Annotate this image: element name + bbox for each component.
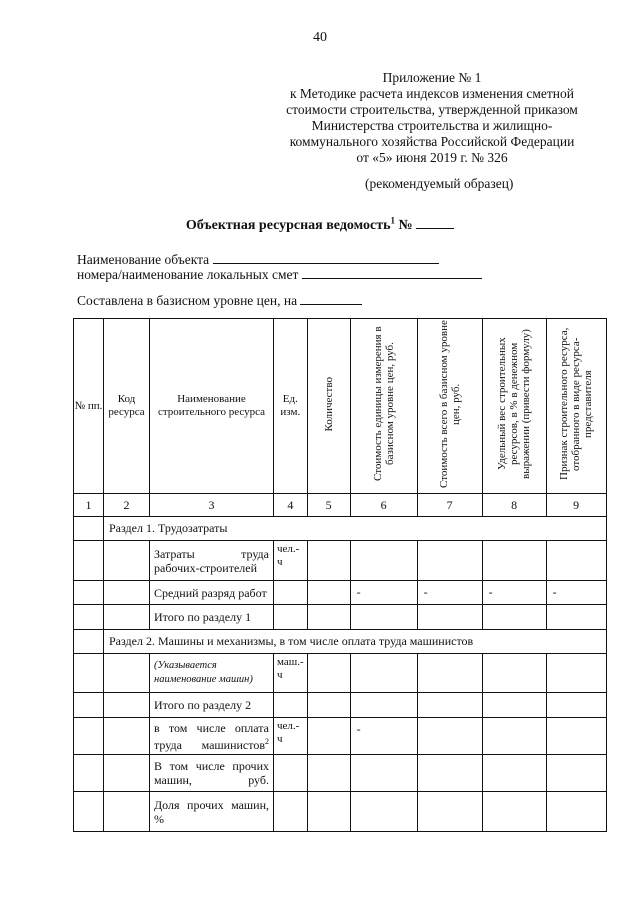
- object-name-label: Наименование объекта: [77, 252, 210, 267]
- page-number: 40: [313, 30, 327, 45]
- appendix-block: [282, 70, 582, 166]
- column-number: 5: [307, 494, 350, 517]
- header-share: Удельный вес строительных ресурсов, в % в денежном выражении (привести формулу): [496, 329, 533, 479]
- column-number: 2: [104, 494, 150, 517]
- table-cell[interactable]: [350, 541, 417, 581]
- table-cell[interactable]: [307, 541, 350, 581]
- table-cell[interactable]: [307, 792, 350, 832]
- table-cell[interactable]: [482, 654, 546, 693]
- labor-unit: чел.-ч: [274, 541, 308, 581]
- header-no: № пп.: [74, 319, 104, 494]
- column-number: 1: [74, 494, 104, 517]
- table-cell[interactable]: [482, 693, 546, 718]
- table-cell[interactable]: [74, 581, 104, 605]
- operators-footnote: 2: [265, 736, 269, 746]
- price-level-field: [77, 291, 362, 309]
- table-cell[interactable]: [417, 693, 482, 718]
- table-cell[interactable]: [74, 541, 104, 581]
- labor-costs-label: Затраты труда рабочих-строителей: [150, 541, 274, 581]
- table-cell[interactable]: [350, 605, 417, 630]
- table-cell[interactable]: [482, 792, 546, 832]
- resource-table: [73, 318, 607, 832]
- table-cell[interactable]: [546, 718, 606, 755]
- header-total-cost-cell: [417, 319, 482, 494]
- table-cell[interactable]: [482, 541, 546, 581]
- price-level-blank[interactable]: [300, 291, 362, 305]
- header-qty-cell: [307, 319, 350, 494]
- table-cell[interactable]: [307, 693, 350, 718]
- table-cell[interactable]: [104, 654, 150, 693]
- appendix-line: Приложение № 1: [382, 70, 482, 85]
- operators-pay-label: в том числе оплата труда машинистов: [154, 720, 269, 752]
- header-unit-cost-cell: [350, 319, 417, 494]
- local-estimates-label: номера/наименование локальных смет: [77, 267, 299, 282]
- table-cell[interactable]: [546, 755, 606, 792]
- operators-pay-cell: [150, 718, 274, 755]
- header-total-cost: Стоимость всего в базисном уровне цен, руб.: [437, 320, 462, 488]
- table-cell[interactable]: [74, 605, 104, 630]
- table-cell[interactable]: [74, 718, 104, 755]
- other-machines-share-label: Доля прочих машин, %: [150, 792, 274, 832]
- table-cell[interactable]: [74, 630, 104, 654]
- table-cell[interactable]: [307, 718, 350, 755]
- table-cell[interactable]: [350, 755, 417, 792]
- header-attribute: Признак строительного ресурса, отобранного в виде ресурса-представителя: [558, 327, 595, 481]
- table-row: [74, 693, 607, 718]
- title-suffix: №: [395, 218, 413, 233]
- table-row: [74, 605, 607, 630]
- table-row: [74, 654, 607, 693]
- column-number: 9: [546, 494, 606, 517]
- header-code: Код ресурса: [104, 319, 150, 494]
- table-cell[interactable]: [417, 755, 482, 792]
- title-text: Объектная ресурсная ведомость: [185, 218, 391, 233]
- table-cell[interactable]: [104, 605, 150, 630]
- table-row: [74, 581, 607, 605]
- table-cell[interactable]: [104, 755, 150, 792]
- table-cell[interactable]: [350, 693, 417, 718]
- table-cell[interactable]: [274, 792, 308, 832]
- table-cell[interactable]: [104, 541, 150, 581]
- dash-mark: -: [482, 581, 546, 605]
- table-cell[interactable]: [104, 792, 150, 832]
- table-cell[interactable]: [307, 581, 350, 605]
- header-share-cell: [482, 319, 546, 494]
- section2-row: [74, 630, 607, 654]
- table-cell[interactable]: [350, 654, 417, 693]
- table-cell[interactable]: [546, 792, 606, 832]
- table-cell[interactable]: [104, 693, 150, 718]
- header-name: Наименование строительного ресурса: [150, 319, 274, 494]
- appendix-line: Министерства строительства и жилищно-: [311, 118, 553, 133]
- table-row: [74, 755, 607, 792]
- table-cell[interactable]: [104, 581, 150, 605]
- table-cell[interactable]: [417, 605, 482, 630]
- table-cell[interactable]: [417, 654, 482, 693]
- table-cell[interactable]: [74, 693, 104, 718]
- dash-mark: -: [350, 581, 417, 605]
- table-cell[interactable]: [307, 654, 350, 693]
- local-estimates-field: [77, 265, 482, 283]
- column-numbers-row: [74, 494, 607, 517]
- appendix-line: коммунального хозяйства Российской Федерации: [289, 134, 575, 149]
- header-attribute-cell: [546, 319, 606, 494]
- column-number: 8: [482, 494, 546, 517]
- machine-name-placeholder: (Указывается наименование машин): [150, 654, 274, 693]
- document-title: [0, 215, 640, 234]
- column-number: 6: [350, 494, 417, 517]
- table-cell[interactable]: [274, 755, 308, 792]
- section1-title: Раздел 1. Трудозатраты: [104, 517, 607, 541]
- sample-note: (рекомендуемый образец): [365, 176, 514, 191]
- table-cell[interactable]: [482, 718, 546, 755]
- table-cell[interactable]: [74, 654, 104, 693]
- header-unit: Ед. изм.: [274, 319, 308, 494]
- column-number: 4: [274, 494, 308, 517]
- section2-total-label: Итого по разделу 2: [150, 693, 274, 718]
- appendix-line: к Методике расчета индексов изменения сметной: [290, 86, 574, 101]
- dash-mark: -: [350, 718, 417, 755]
- section1-total-label: Итого по разделу 1: [150, 605, 274, 630]
- operators-unit: чел.-ч: [274, 718, 308, 755]
- table-cell[interactable]: [274, 693, 308, 718]
- header-row: [74, 319, 607, 494]
- table-cell[interactable]: [274, 581, 308, 605]
- column-number: 3: [150, 494, 274, 517]
- table-cell[interactable]: [274, 605, 308, 630]
- appendix-line: от «5» июня 2019 г. № 326: [356, 150, 508, 165]
- table-cell[interactable]: [417, 718, 482, 755]
- table-cell[interactable]: [546, 654, 606, 693]
- section1-row: [74, 517, 607, 541]
- table-cell[interactable]: [546, 693, 606, 718]
- title-number-blank[interactable]: [416, 215, 454, 229]
- local-estimates-blank[interactable]: [302, 265, 482, 279]
- dash-mark: -: [546, 581, 606, 605]
- table-row: [74, 541, 607, 581]
- section2-title: Раздел 2. Машины и механизмы, в том числе оплата труда машинистов: [104, 630, 607, 654]
- machine-unit: маш.-ч: [274, 654, 308, 693]
- table-cell[interactable]: [104, 718, 150, 755]
- header-qty: Количество: [322, 376, 335, 432]
- other-machines-label: В том числе прочих машин, руб.: [150, 755, 274, 792]
- title-footnote: 1: [390, 215, 395, 226]
- table-cell[interactable]: [74, 517, 104, 541]
- column-number: 7: [417, 494, 482, 517]
- table-cell[interactable]: [307, 755, 350, 792]
- table-cell[interactable]: [74, 755, 104, 792]
- table-cell[interactable]: [546, 605, 606, 630]
- table-cell[interactable]: [417, 792, 482, 832]
- table-row: [74, 792, 607, 832]
- table-cell[interactable]: [482, 755, 546, 792]
- table-cell[interactable]: [482, 605, 546, 630]
- header-unit-cost: Стоимость единицы измерения в базисном уровне цен, руб.: [371, 326, 396, 482]
- avg-grade-label: Средний разряд работ: [150, 581, 274, 605]
- table-row: [74, 718, 607, 755]
- table-cell[interactable]: [417, 541, 482, 581]
- table-cell[interactable]: [74, 792, 104, 832]
- appendix-line: стоимости строительства, утвержденной приказом: [286, 102, 578, 117]
- object-name-blank[interactable]: [213, 250, 439, 264]
- table-cell[interactable]: [307, 605, 350, 630]
- price-level-label: Составлена в базисном уровне цен, на: [77, 293, 298, 308]
- table-cell[interactable]: [546, 541, 606, 581]
- dash-mark: -: [417, 581, 482, 605]
- table-cell[interactable]: [350, 792, 417, 832]
